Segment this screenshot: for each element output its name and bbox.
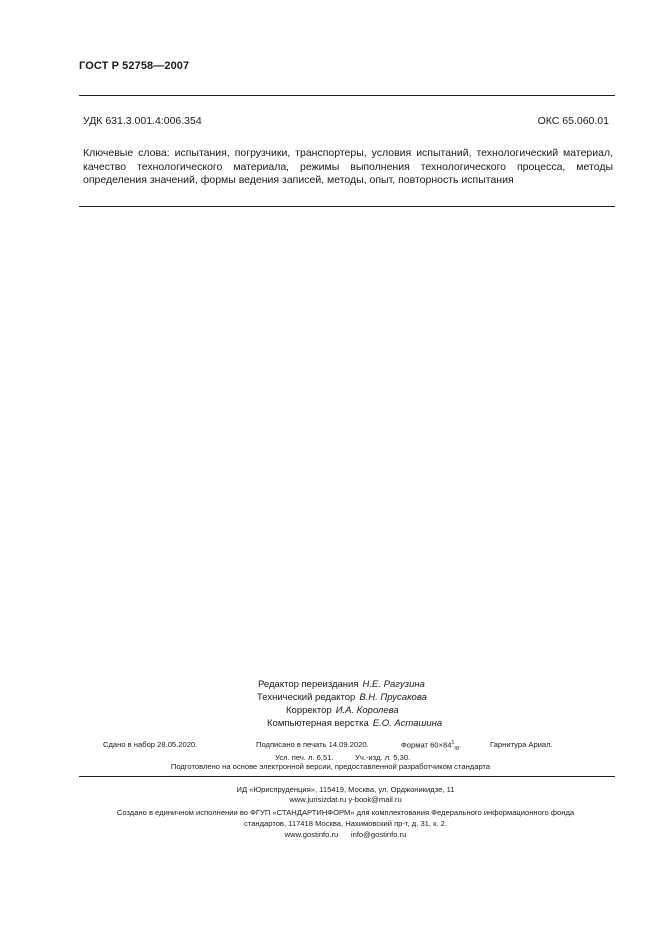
pub-format-label: Формат 60×84 <box>401 740 452 750</box>
pub-format-end: . <box>459 740 462 750</box>
credit-technical-editor <box>257 691 427 705</box>
keywords-paragraph: Ключевые слова: испытания, погрузчики, транспортеры, условия испытаний, технологический материал, качество технологического материала, режимы выполнения технологического процесса, методы определения значений, формы ведения записей, методы, опыт, повторность испытания <box>83 147 613 186</box>
pub-print-sheets: Усл. печ. л. 6,51. <box>275 753 334 762</box>
credit-name: Е.О. Асташина <box>372 718 443 729</box>
udc-code: УДК 631.3.001.4:006.354 <box>83 115 202 127</box>
pub-typeface: Гарнитура Ариал. <box>490 740 553 749</box>
created-note-line2: стандартов, 117418 Москва, Нахимовский пр-т, д. 31, к. 2. <box>244 819 447 828</box>
created-note-line1: Создано в единичном исполнении во ФГУП «СТАНДАРТИНФОРМ» для комплектования Федерального информационного фонда <box>116 808 575 817</box>
credit-name: И.А. Королева <box>335 705 399 716</box>
credit-role: Корректор <box>286 705 332 716</box>
credit-name: В.Н. Прусакова <box>359 692 427 703</box>
pub-sent-date: Сдано в набор 28.05.2020. <box>103 740 198 749</box>
created-note-contacts: www.gostinfo.ru info@gostinfo.ru <box>284 830 407 839</box>
oks-code: ОКС 65.060.01 <box>537 115 609 127</box>
credit-layout <box>267 717 442 731</box>
credit-role: Компьютерная верстка <box>267 718 369 729</box>
credit-editor <box>258 678 425 692</box>
credit-corrector <box>286 704 399 718</box>
credit-role: Технический редактор <box>257 692 356 703</box>
pub-format-sup: 1 <box>451 740 455 746</box>
keywords-divider <box>79 206 615 207</box>
publisher-contacts: www.jurisizdat.ru y-book@mail.ru <box>289 795 402 804</box>
credit-role: Редактор переиздания <box>258 679 359 690</box>
pub-signed-date: Подписано в печать 14.09.2020. <box>256 740 369 749</box>
pub-prepared-note: Подготовлено на основе электронной версии, предоставленной разработчиком стандарта <box>170 762 491 771</box>
document-code: ГОСТ Р 52758—2007 <box>79 60 190 72</box>
credit-name: Н.Е. Рагузина <box>362 679 425 690</box>
pub-publisher-sheets: Уч.-изд. л. 5,30. <box>355 753 411 762</box>
pub-format <box>401 740 461 752</box>
footer-divider <box>79 776 615 777</box>
pub-format-sub: /8 <box>454 746 460 753</box>
top-divider <box>79 95 615 96</box>
publisher-address: ИД «Юриспруденция», 115419, Москва, ул. Орджоникидзе, 11 <box>236 785 455 794</box>
